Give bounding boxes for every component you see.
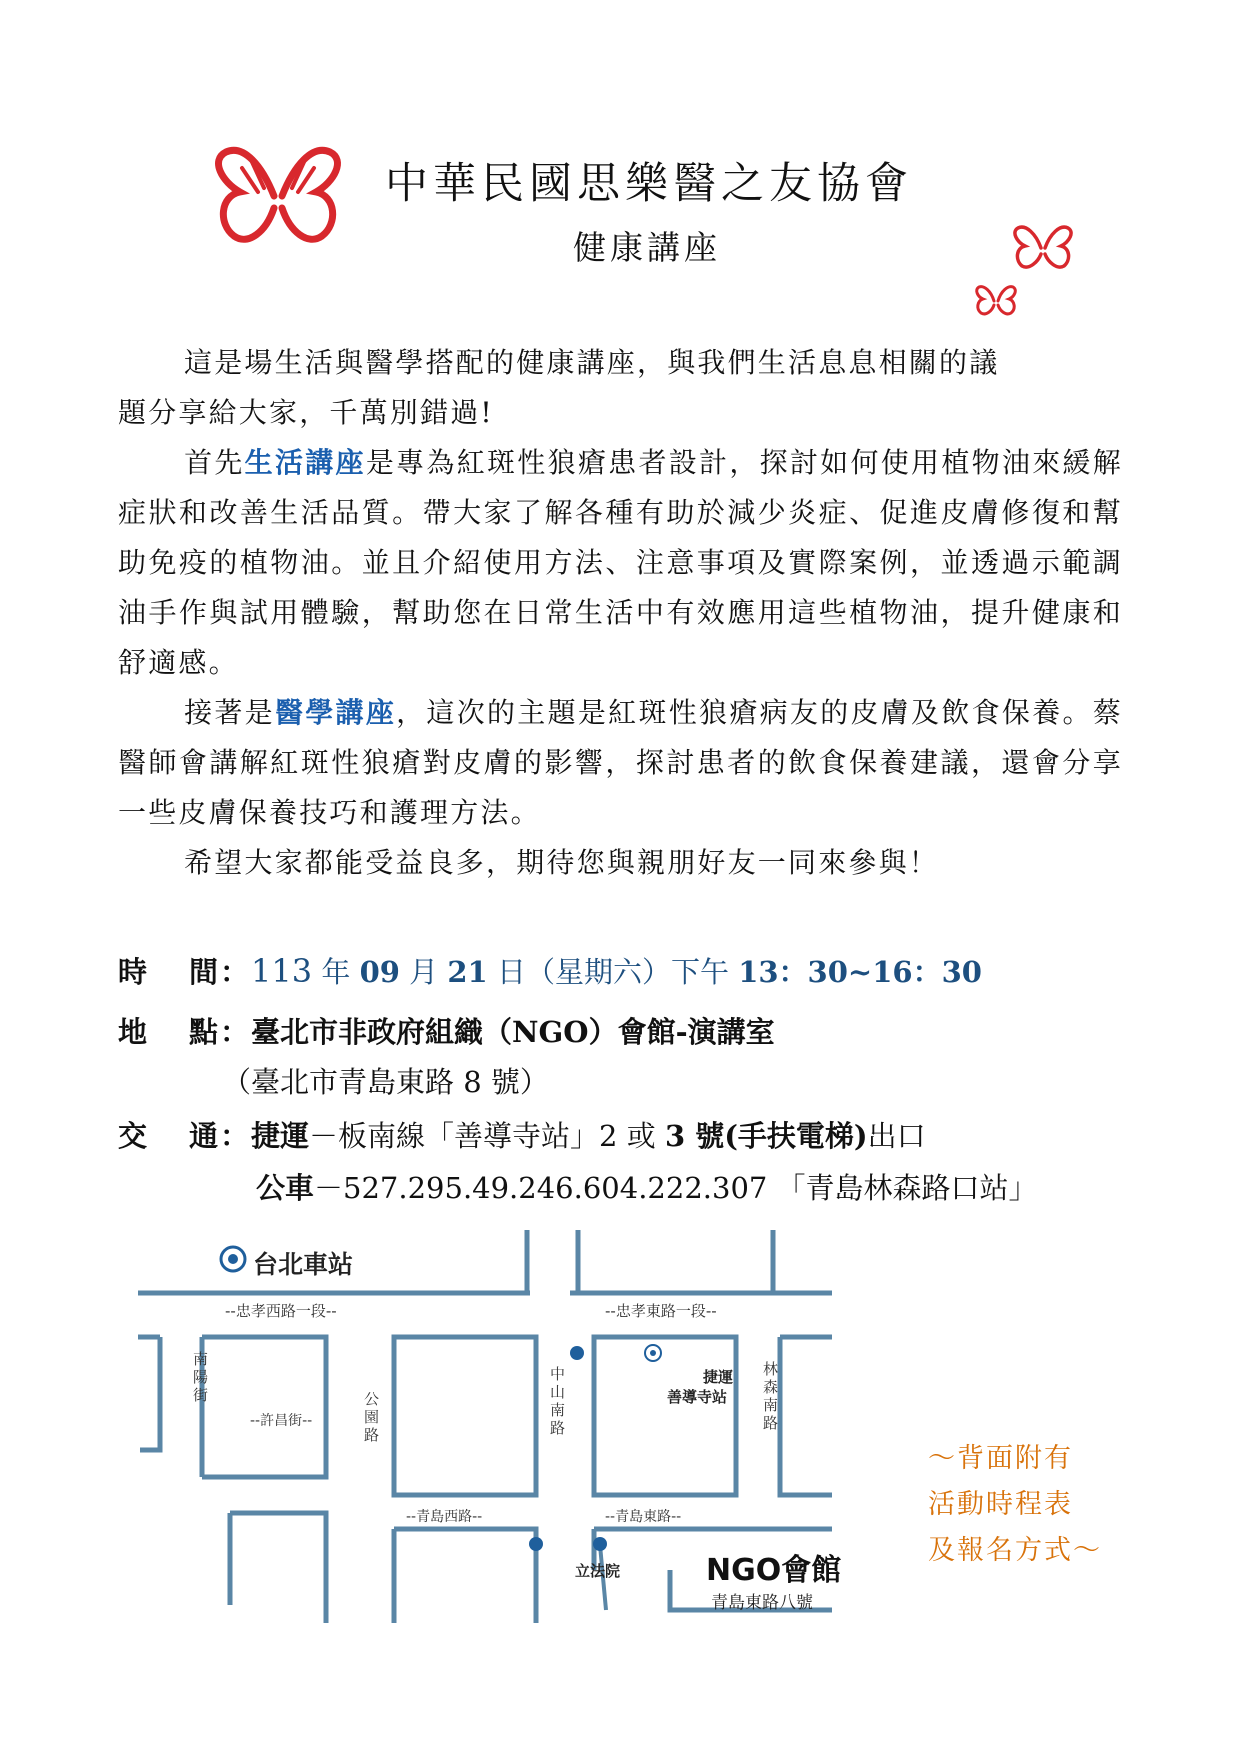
life-lecture-text: 是專為紅斑性狼瘡患者設計，探討如何使用植物油來緩解症狀和改善生活品質。帶大家了解各種有助於減少炎症、促進皮膚修復和幫助免疫的植物油。並且介紹使用方法、注意事項及實際案例，並透過示範調油手作與試用體驗，幫助您在日常生活中有效應用這些植物油，提升健康和舒適感。 [118, 446, 1123, 679]
intro-paragraph [118, 338, 1123, 438]
map-ngo-address: 青島東路八號 [711, 1593, 813, 1613]
medical-lecture-prefix: 接著是 [184, 696, 275, 729]
map-ngo-name: NGO會館 [706, 1553, 842, 1588]
map-road-qingdao-west: --青島西路-- [406, 1509, 483, 1525]
transport-bus-row [256, 1166, 1038, 1207]
medical-lecture-paragraph [118, 688, 1123, 838]
transport-label-b: 通： [189, 1119, 252, 1153]
back-page-note [928, 1436, 1102, 1574]
place-label-b: 點： [189, 1015, 252, 1049]
closing-text: 希望大家都能受益良多，期待您與親朋好友一同來參與！ [184, 846, 940, 879]
map-road-gongyuan: 公園路 [364, 1390, 380, 1444]
map-mrt-line2: 善導寺站 [667, 1388, 728, 1406]
small-butterfly-icon [1012, 222, 1074, 272]
place-value: 臺北市非政府組織（NGO）會館-演講室 [251, 1015, 775, 1049]
map-road-qingdao-east: --青島東路-- [605, 1509, 682, 1525]
map-legislative: 立法院 [575, 1562, 621, 1580]
event-subtitle: 健康講座 [573, 228, 721, 267]
organization-title: 中華民國思樂醫之友協會 [385, 159, 913, 209]
life-lecture-paragraph [118, 438, 1123, 688]
medical-lecture-highlight: 醫學講座 [274, 696, 397, 729]
time-label-a: 時 [118, 955, 150, 989]
note-line-2: 活動時程表 [928, 1489, 1073, 1520]
map-road-xuchang: --許昌街-- [250, 1413, 313, 1429]
intro-line-2: 題分享給大家，千萬別錯過! [118, 396, 494, 429]
map-road-zhongxiao-west: --忠孝西路一段-- [225, 1302, 337, 1320]
time-label-b: 間： [189, 955, 252, 989]
place-label-a: 地 [118, 1015, 150, 1049]
time-nian: 年 [321, 955, 351, 989]
event-place-row [118, 1010, 775, 1051]
transport-mrt-row [118, 1114, 926, 1155]
event-time-row [118, 950, 982, 991]
time-year: 113 [251, 952, 313, 990]
time-day: 21 [447, 955, 488, 989]
legislative-dot [529, 1537, 543, 1551]
life-lecture-highlight: 生活講座 [244, 446, 366, 479]
tiny-butterfly-icon [974, 283, 1018, 317]
time-yue: 月 [409, 955, 439, 989]
mrt-location-dot [570, 1346, 584, 1360]
mrt-text-1: －板南線「善導寺站」2 或 [309, 1119, 656, 1153]
map-road-zhongshan: 中山南路 [550, 1365, 566, 1437]
intro-line-1: 這是場生活與醫學搭配的健康講座，與我們生活息息相關的議 [184, 346, 1000, 379]
medical-lecture-text: ，這次的主題是紅斑性狼瘡病友的皮膚及飲食保養。蔡醫師會講解紅斑性狼瘡對皮膚的影響，探討患者的飲食保養建議，還會分享一些皮膚保養技巧和護理方法。 [118, 696, 1123, 829]
map-road-linsen: 林森南路 [763, 1360, 779, 1432]
mrt-station-icon [645, 1345, 661, 1361]
map-main-station: 台北車站 [253, 1250, 354, 1279]
bus-label: 公車 [256, 1171, 315, 1205]
map-road-nanyang: 南陽街 [193, 1350, 209, 1404]
butterfly-logo-icon [212, 138, 344, 254]
time-ri: 日 [496, 955, 526, 989]
bus-text: －527.295.49.246.604.222.307 「青島林森路口站」 [314, 1171, 1038, 1205]
main-station-icon [221, 1247, 245, 1271]
mrt-text-2: 3 號(手扶電梯) [664, 1119, 868, 1153]
mrt-label: 捷運 [251, 1119, 310, 1153]
place-address: （臺北市青島東路 8 號） [222, 1065, 549, 1099]
ngo-dot [593, 1537, 607, 1551]
time-weekday: （星期六）下午 [525, 955, 729, 989]
map-road-zhongxiao-east: --忠孝東路一段-- [605, 1302, 717, 1320]
map-mrt-line1: 捷運 [703, 1368, 734, 1386]
note-line-1: ～背面附有 [928, 1443, 1073, 1474]
life-lecture-prefix: 首先 [184, 446, 245, 479]
transport-label-a: 交 [118, 1119, 150, 1153]
closing-paragraph [118, 838, 1123, 888]
mrt-text-3: 出口 [867, 1119, 926, 1153]
time-range: 13：30~16：30 [738, 955, 982, 989]
note-line-3: 及報名方式～ [928, 1535, 1102, 1566]
time-month: 09 [359, 955, 400, 989]
